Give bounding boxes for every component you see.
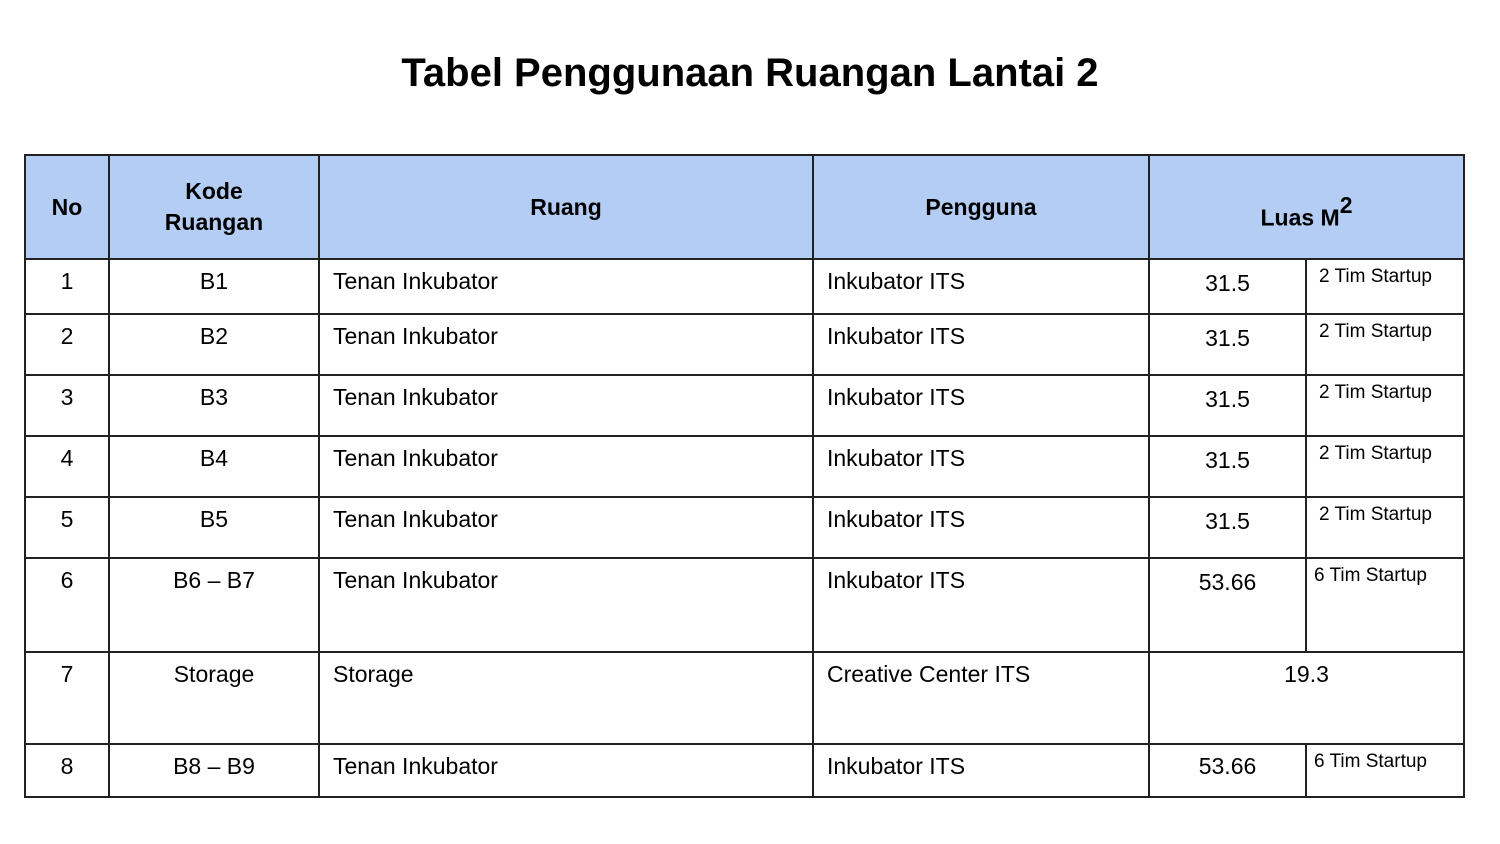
cell-kode: B5 — [109, 497, 319, 558]
table-row — [25, 497, 1464, 558]
cell-no: 8 — [25, 744, 109, 797]
cell-ruang: Storage — [319, 652, 813, 744]
page-title: Tabel Penggunaan Ruangan Lantai 2 — [401, 51, 1099, 95]
cell-keterangan: 2 Tim Startup — [1306, 259, 1464, 314]
cell-kode: B4 — [109, 436, 319, 497]
cell-keterangan: 6 Tim Startup — [1306, 744, 1464, 797]
header-luas-superscript: 2 — [1339, 192, 1353, 219]
header-luas-label: Luas M — [1260, 204, 1340, 231]
cell-no: 7 — [25, 652, 109, 744]
cell-ruang: Tenan Inkubator — [319, 436, 813, 497]
cell-kode: Storage — [109, 652, 319, 744]
cell-no: 3 — [25, 375, 109, 436]
header-kode-label: Kode Ruangan — [164, 178, 264, 235]
header-luas — [1149, 155, 1464, 259]
cell-kode: B8 – B9 — [109, 744, 319, 797]
cell-kode: B1 — [109, 259, 319, 314]
cell-pengguna: Inkubator ITS — [813, 497, 1149, 558]
cell-keterangan: 2 Tim Startup — [1306, 375, 1464, 436]
cell-pengguna: Inkubator ITS — [813, 375, 1149, 436]
table-row — [25, 744, 1464, 797]
cell-ruang: Tenan Inkubator — [319, 314, 813, 375]
cell-kode: B3 — [109, 375, 319, 436]
cell-pengguna: Inkubator ITS — [813, 558, 1149, 652]
cell-no: 4 — [25, 436, 109, 497]
table-row — [25, 558, 1464, 652]
cell-luas: 53.66 — [1149, 558, 1306, 652]
cell-no: 1 — [25, 259, 109, 314]
cell-ruang: Tenan Inkubator — [319, 259, 813, 314]
cell-pengguna: Creative Center ITS — [813, 652, 1149, 744]
cell-pengguna: Inkubator ITS — [813, 436, 1149, 497]
cell-ruang: Tenan Inkubator — [319, 375, 813, 436]
table-row — [25, 436, 1464, 497]
cell-pengguna: Inkubator ITS — [813, 314, 1149, 375]
cell-keterangan: 6 Tim Startup — [1306, 558, 1464, 652]
cell-keterangan: 2 Tim Startup — [1306, 436, 1464, 497]
cell-ruang: Tenan Inkubator — [319, 558, 813, 652]
cell-pengguna: Inkubator ITS — [813, 744, 1149, 797]
cell-luas: 19.3 — [1149, 652, 1464, 744]
cell-keterangan: 2 Tim Startup — [1306, 497, 1464, 558]
table-row — [25, 314, 1464, 375]
cell-luas: 31.5 — [1149, 375, 1306, 436]
header-pengguna: Pengguna — [813, 155, 1149, 259]
cell-ruang: Tenan Inkubator — [319, 497, 813, 558]
header-ruang: Ruang — [319, 155, 813, 259]
cell-no: 2 — [25, 314, 109, 375]
cell-luas: 31.5 — [1149, 314, 1306, 375]
cell-kode: B6 – B7 — [109, 558, 319, 652]
cell-luas: 31.5 — [1149, 259, 1306, 314]
cell-pengguna: Inkubator ITS — [813, 259, 1149, 314]
room-usage-table — [24, 154, 1465, 798]
table-header-row — [25, 155, 1464, 259]
cell-keterangan: 2 Tim Startup — [1306, 314, 1464, 375]
cell-kode: B2 — [109, 314, 319, 375]
table-row — [25, 375, 1464, 436]
cell-no: 6 — [25, 558, 109, 652]
cell-luas: 31.5 — [1149, 436, 1306, 497]
header-kode-ruangan — [109, 155, 319, 259]
cell-ruang: Tenan Inkubator — [319, 744, 813, 797]
cell-luas: 31.5 — [1149, 497, 1306, 558]
table-row — [25, 259, 1464, 314]
header-no: No — [25, 155, 109, 259]
cell-no: 5 — [25, 497, 109, 558]
table-row — [25, 652, 1464, 744]
cell-luas: 53.66 — [1149, 744, 1306, 797]
